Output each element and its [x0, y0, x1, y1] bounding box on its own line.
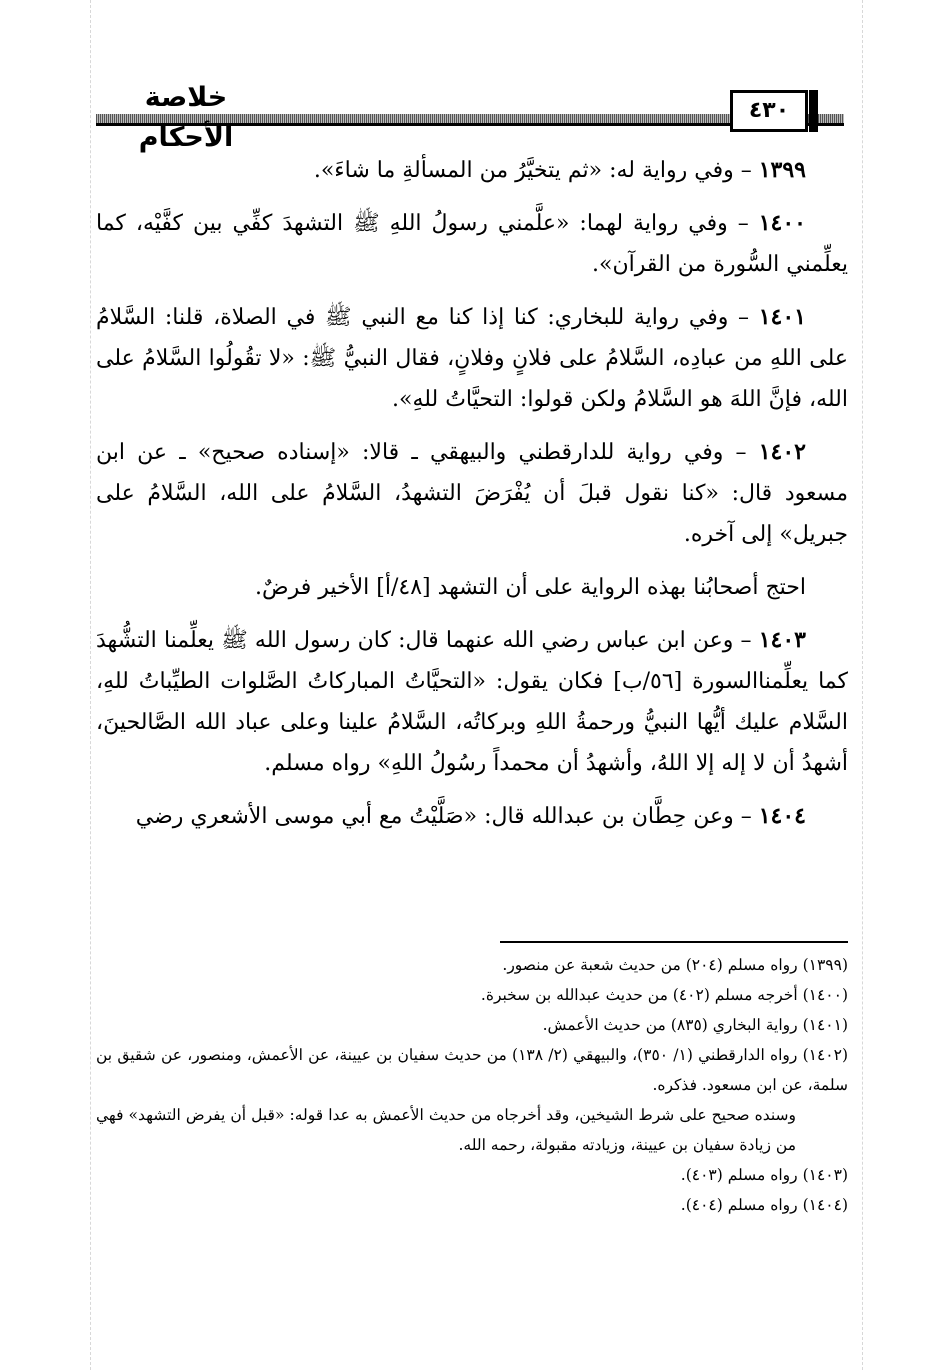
- hadith-paragraph: [96, 203, 848, 285]
- footnote: (١٤٠٣) رواه مسلم (٤٠٣).: [680, 1166, 848, 1184]
- hadith-text: – وفي رواية للدارقطني والبيهقي ـ قالا: «إسناده صحيح» ـ عن ابن مسعود قال: «كنا نقول قبلَ أن يُفْرَضَ التشهدُ، السَّلامُ على الله، السَّلامُ على جبريل» إلى آخره.: [96, 440, 848, 547]
- hadith-number: ١٤٠٤: [758, 803, 806, 829]
- footnote: (١٤٠٤) رواه مسلم (٤٠٤).: [680, 1196, 848, 1214]
- book-title: خلاصة الأحكام: [138, 82, 234, 153]
- footnote: (١٤٠٠) أخرجه مسلم (٤٠٢) من حديث عبدالله بن سخبرة.: [480, 986, 848, 1004]
- hadith-text: – وفي رواية للبخاري: كنا إذا كنا مع النبي ﷺ في الصلاة، قلنا: السَّلامُ على اللهِ من عبادِه، السَّلامُ على فلانٍ وفلانٍ، فقال النبيُّ ﷺ: «لا تقُولُوا السَّلامُ على الله، فإنَّ اللهَ هو السَّلامُ ولكن قولوا: التحيَّاتُ للهِ».: [96, 305, 848, 412]
- margin-guide-right: [862, 0, 863, 1370]
- main-text: [96, 150, 848, 849]
- hadith-number: ١٣٩٩: [758, 157, 806, 183]
- hadith-number: ١٤٠٣: [758, 627, 806, 653]
- hadith-number: ١٤٠٠: [758, 210, 806, 236]
- page-number: ٤٣٠: [730, 90, 808, 132]
- hadith-text: – وعن ابن عباس رضي الله عنهما قال: كان رسول الله ﷺ يعلِّمنا التشُّهدَ كما يعلِّمناالسورة [٥٦/ب] فكان يقول: «التحيَّاتُ المباركاتُ الصَّلوات الطيِّباتُ للهِ، السَّلام عليك أيُّها النبيُّ ورحمةُ اللهِ وبركاتُه، السَّلامُ علينا وعلى عباد الله الصَّالحينَ، أشهدُ أن لا إله إلا اللهُ، وأشهدُ أن محمداً رسُولُ اللهِ» رواه مسلم.: [96, 628, 848, 776]
- hadith-paragraph: [96, 796, 848, 837]
- commentary-paragraph: [96, 567, 848, 608]
- hadith-paragraph: [96, 150, 848, 191]
- page-header: [96, 78, 844, 153]
- hadith-text: – وفي رواية لهما: «علَّمني رسولُ اللهِ ﷺ التشهدَ كفِّي بين كفَّيْه، كما يعلِّمني السُّورة من القرآن».: [96, 211, 848, 277]
- footnote-continuation: وسنده صحيح على شرط الشيخين، وقد أخرجاه من حديث الأعمش به عدا قوله: «قبل أن يفرض التشهد» فهي من زيادة سفيان بن عيينة، وزيادته مقبولة، رحمه الله.: [96, 1106, 796, 1154]
- hadith-number: ١٤٠١: [758, 304, 806, 330]
- footnotes: [96, 950, 848, 1220]
- footnote: (١٤٠٢) رواه الدارقطني (١/ ٣٥٠)، والبيهقي (٢/ ١٣٨) من حديث سفيان بن عيينة، عن الأعمش، ومنصور، عن شقيق بن سلمة، عن ابن مسعود. فذكره.: [96, 1046, 849, 1094]
- hadith-paragraph: [96, 297, 848, 420]
- hadith-text: – وفي رواية له: «ثم يتخيَّرُ من المسألةِ ما شاءَ».: [313, 158, 759, 183]
- hadith-paragraph: [96, 620, 848, 784]
- hadith-number: ١٤٠٢: [758, 439, 806, 465]
- hadith-paragraph: [96, 432, 848, 555]
- footnote: (١٤٠١) رواية البخاري (٨٣٥) من حديث الأعمش.: [542, 1016, 848, 1034]
- footnote: (١٣٩٩) رواه مسلم (٢٠٤) من حديث شعبة عن منصور.: [502, 956, 848, 974]
- footnote-separator: [500, 941, 848, 943]
- hadith-text: – وعن حِطَّان بن عبدالله قال: «صَلَّيْتُ مع أبي موسى الأشعري رضي: [135, 804, 759, 829]
- commentary-text: احتج أصحابُنا بهذه الرواية على أن التشهد [٤٨/أ] الأخير فرضٌ.: [254, 575, 806, 600]
- margin-guide-left: [90, 0, 91, 1370]
